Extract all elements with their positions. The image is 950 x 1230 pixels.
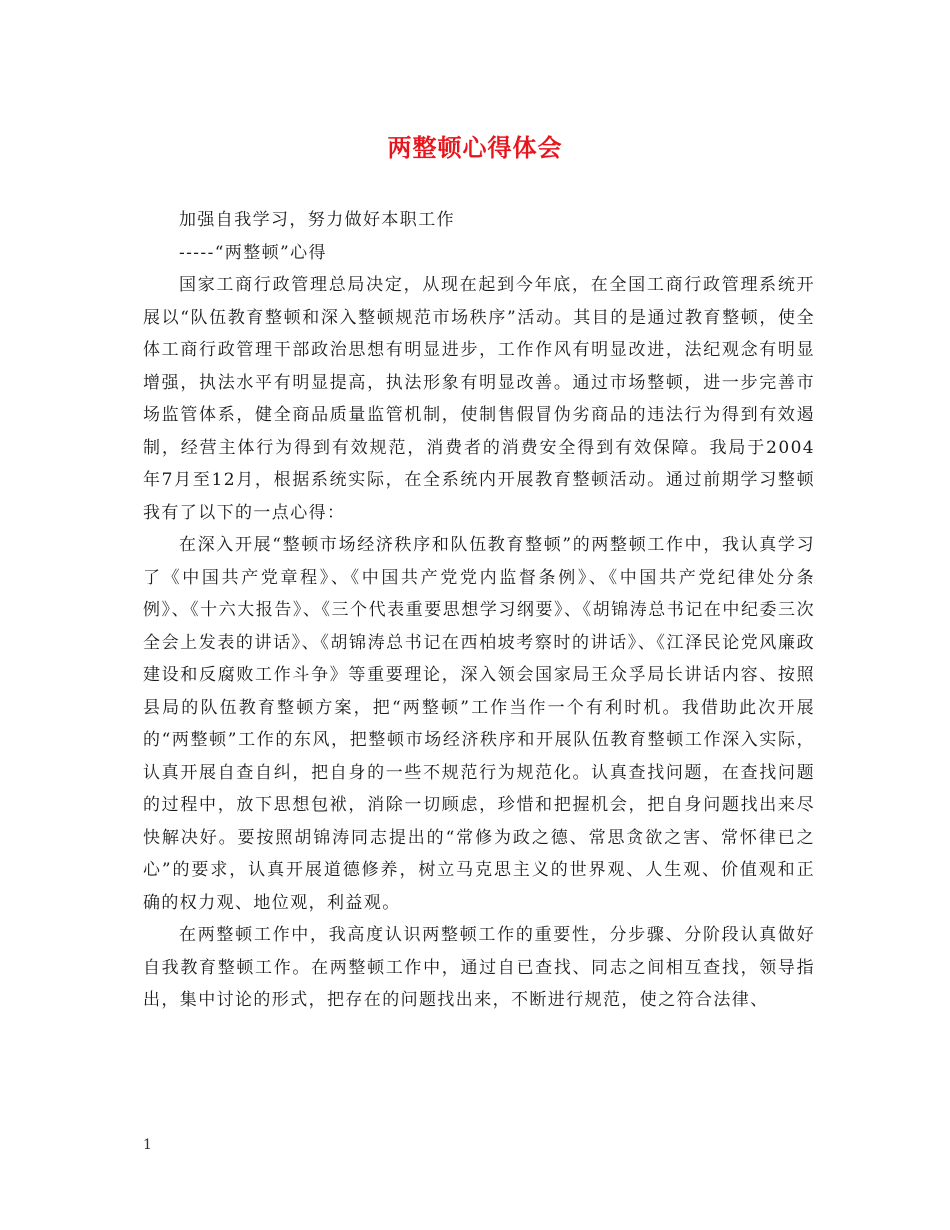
paragraph-3: 在两整顿工作中，我高度认识两整顿工作的重要性，分步骤、分阶段认真做好自我教育整顿工作。在两整顿工作中，通过自已查找、同志之间相互查找，领导指出，集中讨论的形式，把存在的问题找出来，不断进行规范，使之符合法律、 [143,925,815,1010]
paragraph-2: 在深入开展“整顿市场经济秩序和队伍教育整顿”的两整顿工作中，我认真学习了《中国共产党章程》、《中国共产党党内监督条例》、《中国共产党纪律处分条例》、《十六大报告》、《三个代表重要思想学习纲要》、《胡锦涛总书记在中纪委三次全会上发表的讲话》、《胡锦涛总书记在西柏坡考察时的讲话》、《江泽民论党风廉政建设和反腐败工作斗争》等重要理论，深入领会国家局王众孚局长讲话内容、按照县局的队伍教育整顿方案，把“两整顿”工作当作一个有利时机。我借助此次开展的“两整顿”工作的东风，把整顿市场经济秩序和开展队伍教育整顿工作深入实际，认真开展自查自纠，把自身的一些不规范行为规范化。认真查找问题，在查找问题的过程中，放下思想包袱，消除一切顾虑，珍惜和把握机会，把自身问题找出来尽快解决好。要按照胡锦涛同志提出的“常修为政之德、常思贪欲之害、常怀律已之心”的要求，认真开展道德修养，树立马克思主义的世界观、人生观、价值观和正确的权力观、地位观，利益观。 [143,535,815,913]
document-body [143,204,815,1017]
article-heading: 加强自我学习，努力做好本职工作 [179,210,455,230]
document-title: 两整顿心得体会 [387,133,563,162]
paragraph-1: 国家工商行政管理总局决定，从现在起到今年底，在全国工商行政管理系统开展以“队伍教育整顿和深入整顿规范市场秩序”活动。其目的是通过教育整顿，使全体工商行政管理干部政治思想有明显进步，工作作风有明显改进，法纪观念有明显增强，执法水平有明显提高，执法形象有明显改善。通过市场整顿，进一步完善市场监管体系，健全商品质量监管机制，使制售假冒伪劣商品的违法行为得到有效遏制，经营主体行为得到有效规范，消费者的消费安全得到有效保障。我局于2004年7月至12月，根据系统实际，在全系统内开展教育整顿活动。通过前期学习整顿我有了以下的一点心得： [143,275,815,523]
article-byline: -----“两整顿”心得 [179,242,327,263]
page-number: 1 [143,1137,152,1153]
